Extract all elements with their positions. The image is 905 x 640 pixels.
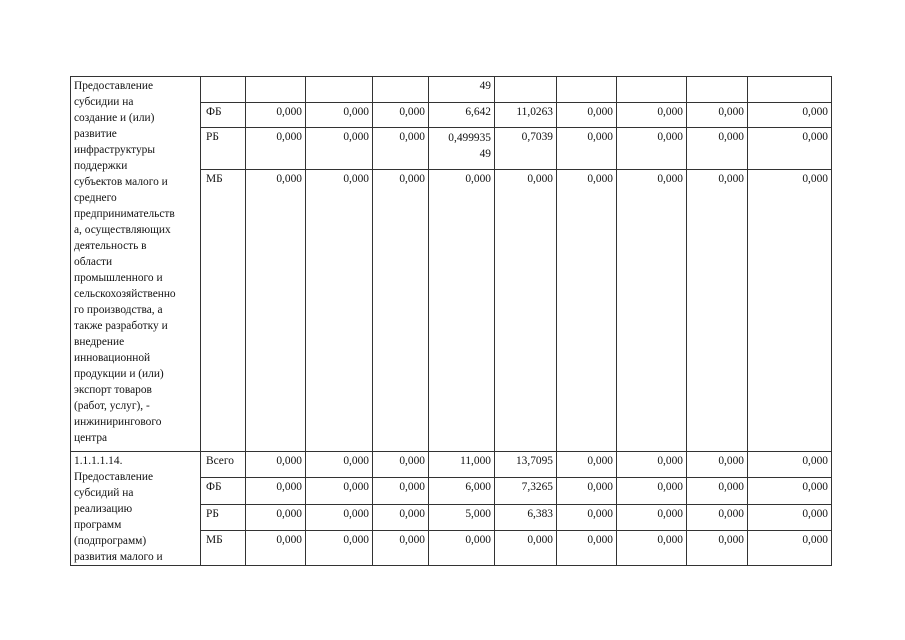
- description-line: (работ, услуг), -: [74, 400, 150, 412]
- value-cell: [373, 77, 429, 103]
- value-cell: 0,000: [557, 478, 617, 504]
- value-cell: 0,000: [617, 128, 687, 170]
- value-cell: 0,000: [306, 103, 373, 128]
- value-cell: 0,000: [306, 504, 373, 530]
- value-cell: 0,000: [306, 170, 373, 452]
- funding-source-cell: [201, 77, 246, 103]
- value-cell: 0,000: [617, 452, 687, 478]
- value-cell: 0,000: [246, 128, 306, 170]
- value-cell: 0,000: [306, 478, 373, 504]
- description-line: субъектов малого и: [74, 176, 168, 188]
- table-row: [71, 77, 832, 103]
- value-cell: 0,000: [748, 170, 832, 452]
- value-cell: [306, 77, 373, 103]
- funding-source-cell: ФБ: [201, 478, 246, 504]
- value-cell: 0,000: [557, 170, 617, 452]
- description-line: центра: [74, 432, 108, 444]
- description-line: внедрение: [74, 336, 125, 348]
- value-cell: 0,000: [306, 128, 373, 170]
- description-line: среднего: [74, 192, 117, 204]
- value-cell: 0,000: [687, 170, 748, 452]
- value-line: 0,499935: [448, 132, 491, 144]
- value-cell: 49: [429, 77, 495, 103]
- value-cell: 6,000: [429, 478, 495, 504]
- funding-source-cell: РБ: [201, 128, 246, 170]
- value-cell: 0,000: [617, 531, 687, 566]
- funding-source-cell: МБ: [201, 531, 246, 566]
- value-cell: [687, 77, 748, 103]
- value-cell: [557, 77, 617, 103]
- description-line: предпринимательств: [74, 208, 175, 220]
- description-line: инжинирингового: [74, 416, 162, 428]
- value-cell: 0,000: [246, 531, 306, 566]
- description-line: субсидий на: [74, 487, 134, 499]
- value-cell: 0,000: [617, 103, 687, 128]
- description-line: Предоставление: [74, 80, 154, 92]
- value-cell: 6,642: [429, 103, 495, 128]
- description-line: создание и (или): [74, 112, 155, 124]
- description-line: области: [74, 256, 113, 268]
- value-cell: 0,7039: [495, 128, 557, 170]
- value-cell: 7,3265: [495, 478, 557, 504]
- value-cell: [495, 77, 557, 103]
- value-cell: 0,000: [373, 478, 429, 504]
- value-cell: 0,000: [557, 531, 617, 566]
- value-cell: 0,000: [687, 504, 748, 530]
- budget-table: [70, 76, 832, 566]
- row-description: [71, 77, 201, 452]
- value-cell: 6,383: [495, 504, 557, 530]
- value-cell: 0,000: [246, 103, 306, 128]
- value-cell: 0,000: [687, 128, 748, 170]
- description-line: а, осуществляющих: [74, 224, 171, 236]
- description-line: (подпрограмм): [74, 535, 147, 547]
- table-row: [71, 452, 832, 478]
- value-cell: 0,000: [557, 128, 617, 170]
- value-cell: 0,000: [748, 128, 832, 170]
- row-description: [71, 452, 201, 566]
- value-cell: 0,000: [246, 170, 306, 452]
- description-line: Предоставление: [74, 471, 154, 483]
- value-cell: 0,000: [495, 531, 557, 566]
- value-cell: 0,000: [429, 531, 495, 566]
- description-line: деятельность в: [74, 240, 147, 252]
- funding-source-cell: ФБ: [201, 103, 246, 128]
- value-cell: [748, 77, 832, 103]
- value-cell: 0,000: [373, 452, 429, 478]
- value-cell: 0,000: [748, 452, 832, 478]
- value-cell: 0,000: [557, 103, 617, 128]
- value-cell: 0,000: [429, 170, 495, 452]
- funding-source-cell: РБ: [201, 504, 246, 530]
- value-cell: 11,0263: [495, 103, 557, 128]
- description-line: инфраструктуры: [74, 144, 155, 156]
- value-cell: 0,000: [306, 531, 373, 566]
- description-line: также разработку и: [74, 320, 168, 332]
- description-line: промышленного и: [74, 272, 163, 284]
- value-cell: 0,000: [246, 504, 306, 530]
- description-line: программ: [74, 519, 122, 531]
- description-line: го производства, а: [74, 304, 163, 316]
- funding-source-cell: Всего: [201, 452, 246, 478]
- value-cell: 0,000: [373, 128, 429, 170]
- value-cell: 0,000: [748, 531, 832, 566]
- value-cell: 0,000: [748, 103, 832, 128]
- description-line: развития малого и: [74, 551, 163, 563]
- description-line: сельскохозяйственно: [74, 288, 176, 300]
- value-cell: 0,000: [617, 504, 687, 530]
- value-cell: [429, 128, 495, 170]
- value-cell: 0,000: [495, 170, 557, 452]
- value-cell: 0,000: [373, 531, 429, 566]
- value-cell: 0,000: [617, 478, 687, 504]
- budget-table-body: [71, 77, 832, 566]
- value-cell: 0,000: [748, 478, 832, 504]
- value-cell: 11,000: [429, 452, 495, 478]
- value-cell: 0,000: [373, 504, 429, 530]
- value-cell: 0,000: [557, 452, 617, 478]
- value-line: 49: [479, 148, 491, 160]
- value-cell: 0,000: [617, 170, 687, 452]
- description-line: субсидии на: [74, 96, 134, 108]
- description-line: 1.1.1.1.14.: [74, 455, 123, 467]
- value-cell: 13,7095: [495, 452, 557, 478]
- value-cell: 0,000: [373, 170, 429, 452]
- description-line: продукции и (или): [74, 368, 164, 380]
- value-cell: 0,000: [687, 452, 748, 478]
- value-cell: 5,000: [429, 504, 495, 530]
- description-line: экспорт товаров: [74, 384, 152, 396]
- value-cell: 0,000: [306, 452, 373, 478]
- value-cell: [246, 77, 306, 103]
- value-cell: 0,000: [687, 531, 748, 566]
- value-cell: 0,000: [687, 478, 748, 504]
- funding-source-cell: МБ: [201, 170, 246, 452]
- value-cell: 0,000: [246, 452, 306, 478]
- value-cell: [617, 77, 687, 103]
- description-line: инновационной: [74, 352, 151, 364]
- value-cell: 0,000: [748, 504, 832, 530]
- description-line: развитие: [74, 128, 117, 140]
- value-cell: 0,000: [557, 504, 617, 530]
- value-cell: 0,000: [246, 478, 306, 504]
- description-line: поддержки: [74, 160, 128, 172]
- description-line: реализацию: [74, 503, 133, 515]
- value-cell: 0,000: [373, 103, 429, 128]
- value-cell: 0,000: [687, 103, 748, 128]
